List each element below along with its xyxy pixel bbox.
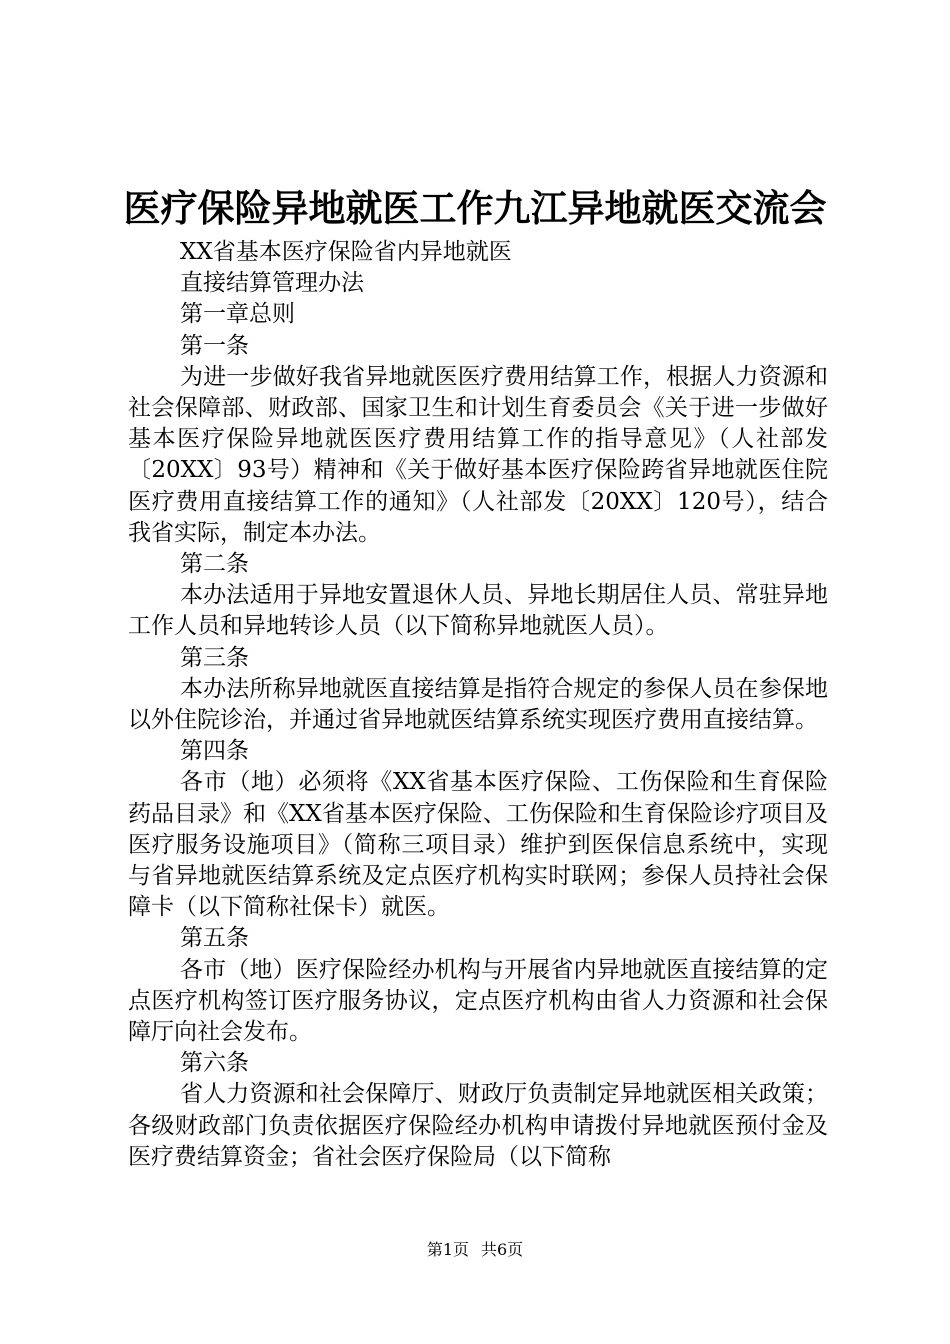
page-number: 第1页 [426, 1240, 469, 1259]
page-footer [0, 1238, 950, 1262]
paragraph-article-4-text: 各市（地）必须将《XX省基本医疗保险、工伤保险和生育保险药品目录》和《XX省基本医疗保险、工伤保险和生育保险诊疗项目及医疗服务设施项目》（简称三项目录）维护到医保信息系统中，实现与省异地就医结算系统及定点医疗机构实时联网；参保人员持社会保障卡（以下简称社保卡）就医。 [128, 769, 828, 921]
paragraph-article-2-heading: 第二条 [180, 551, 249, 578]
paragraph-article-6-text: 省人力资源和社会保障厅、财政厅负责制定异地就医相关政策；各级财政部门负责依据医疗保险经办机构申请拨付异地就医预付金及医疗费结算资金；省社会医疗保险局（以下简称 [128, 1081, 828, 1170]
paragraph-article-5-heading: 第五条 [180, 925, 249, 952]
paragraph-article-1-text: 为进一步做好我省异地就医医疗费用结算工作，根据人力资源和社会保障部、财政部、国家卫生和计划生育委员会《关于进一步做好基本医疗保险异地就医医疗费用结算工作的指导意见》（人社部发〔20XX〕93号）精神和《关于做好基本医疗保险跨省异地就医住院医疗费用直接结算工作的通知》（人社部发〔20XX〕120号），结合我省实际，制定本办法。 [128, 363, 828, 546]
paragraph-article-5-text: 各市（地）医疗保险经办机构与开展省内异地就医直接结算的定点医疗机构签订医疗服务协议，定点医疗机构由省人力资源和社会保障厅向社会发布。 [128, 956, 828, 1046]
document-title: 医疗保险异地就医工作九江异地就医交流会 [123, 186, 827, 230]
paragraph-article-6-heading: 第六条 [180, 1050, 249, 1077]
paragraph-article-4-heading: 第四条 [180, 738, 249, 765]
page-total: 共6页 [481, 1240, 524, 1259]
paragraph-heading-method: 直接结算管理办法 [180, 270, 364, 297]
paragraph-article-2-text: 本办法适用于异地安置退休人员、异地长期居住人员、常驻异地工作人员和异地转诊人员（以下简称异地就医人员）。 [128, 582, 828, 640]
paragraph-article-3-heading: 第三条 [180, 644, 249, 671]
paragraph-heading-province: XX省基本医疗保险省内异地就医 [180, 239, 512, 265]
paragraph-chapter-1: 第一章总则 [180, 301, 295, 328]
paragraph-article-3-text: 本办法所称异地就医直接结算是指符合规定的参保人员在参保地以外住院诊治，并通过省异地就医结算系统实现医疗费用直接结算。 [128, 675, 828, 734]
document-body [128, 237, 828, 1173]
paragraph-article-1-heading: 第一条 [180, 332, 249, 359]
